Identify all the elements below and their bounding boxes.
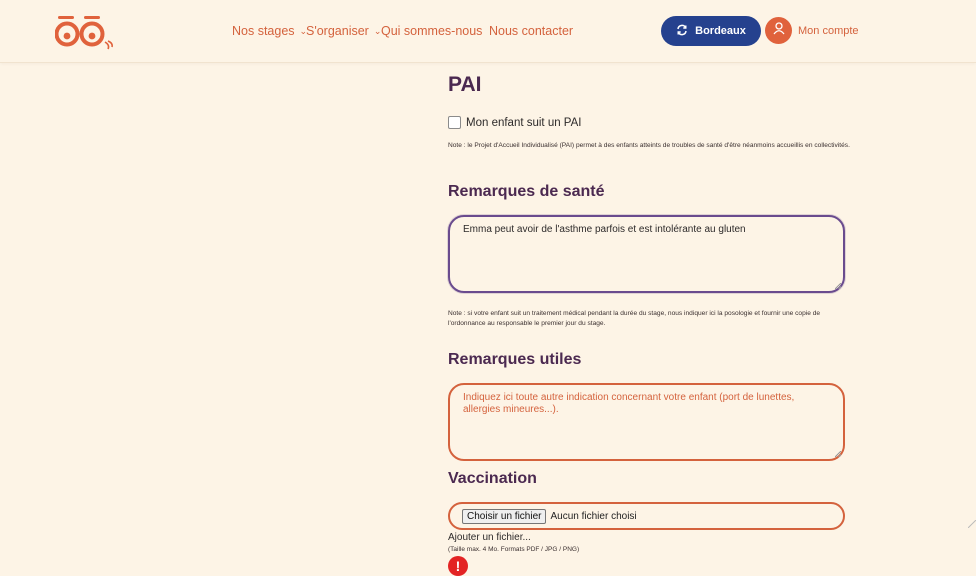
health-note: Note : si votre enfant suit un traitement médical pendant la durée du stage, nous indiquer ici la posologie et fournir une copie de l'ordonnance au responsable le premier jour du stage. [448,310,821,327]
health-heading: Remarques de santé [448,183,605,200]
nav-item-label: S'organiser [306,24,369,38]
chevron-down-icon: ⌄ [373,26,382,36]
account-avatar[interactable] [765,17,792,44]
city-switch-button[interactable] [661,16,761,46]
chevron-down-icon: ⌄ [299,26,308,36]
account-link[interactable]: Mon compte [798,25,859,37]
add-file-label: Ajouter un fichier... [448,532,531,543]
useful-remarks-placeholder: Indiquez ici toute autre indication concernant votre enfant (port de lunettes, allergies mineures...). [463,392,795,415]
site-logo[interactable] [55,12,115,52]
nav-item-label: Qui sommes-nous [381,24,483,38]
file-status: Aucun fichier choisi [550,510,637,522]
nav-item-qui-sommes-nous[interactable] [381,24,482,38]
choose-file-button[interactable]: Choisir un fichier [462,509,546,524]
nav-item-nos-stages[interactable] [232,24,307,38]
health-remarks-textarea[interactable] [448,215,845,293]
pai-note: Note : le Projet d'Accueil Individualisé (PAI) permet à des enfants atteints de troubles de santé d'être néanmoins accueillis en collectivités. [448,142,850,149]
resize-grip-icon[interactable] [835,283,841,289]
nav-item-nous-contacter[interactable] [489,24,573,38]
pai-checkbox[interactable] [448,116,461,129]
useful-heading: Remarques utiles [448,351,582,368]
window-resize-icon[interactable] [968,515,976,523]
city-label: Bordeaux [695,25,746,37]
pai-checkbox-row[interactable] [448,116,582,129]
resize-grip-icon[interactable] [835,451,841,457]
health-remarks-value: Emma peut avoir de l'asthme parfois et est intolérante au gluten [463,224,746,235]
useful-remarks-textarea[interactable] [448,383,845,461]
file-size-note: (Taille max. 4 Mo. Formats PDF / JPG / PNG) [448,546,580,553]
error-icon: ! [448,556,468,576]
site-header [0,0,976,63]
nav-item-label: Nos stages [232,24,295,38]
refresh-icon [676,24,688,39]
nav-item-label: Nous contacter [489,24,574,38]
nav-item-s-organiser[interactable] [306,24,381,38]
vaccination-heading: Vaccination [448,470,537,487]
pai-heading: PAI [448,73,482,96]
vaccination-file-input[interactable] [448,502,845,530]
pai-checkbox-label[interactable]: Mon enfant suit un PAI [466,116,582,129]
user-icon [772,21,786,40]
